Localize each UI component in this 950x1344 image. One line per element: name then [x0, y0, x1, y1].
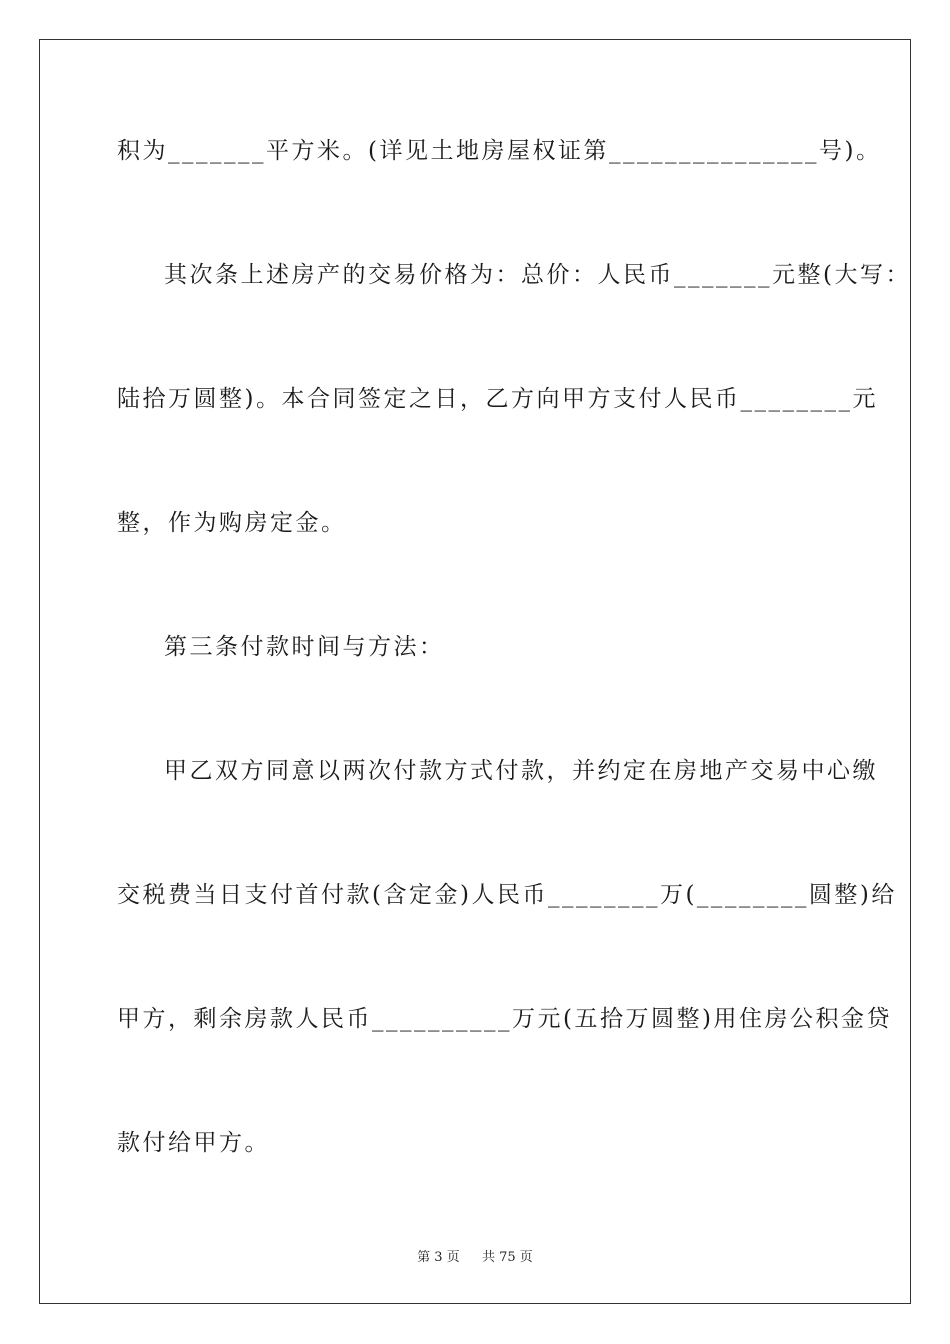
body-line-4: 整，作为购房定金。: [117, 510, 347, 536]
body-line-1: 积为_______平方米。(详见土地房屋权证第_______________号)。: [117, 138, 882, 164]
page-footer: [0, 1246, 950, 1265]
body-line-9: 款付给甲方。: [117, 1130, 270, 1156]
body-line-7: 交税费当日支付首付款(含定金)人民币________万(________圆整)给: [117, 882, 897, 908]
page-total: 共 75 页: [482, 1250, 533, 1265]
page-number: 第 3 页: [417, 1250, 460, 1265]
page-frame: [39, 39, 911, 1304]
body-line-5: 第三条付款时间与方法：: [164, 634, 445, 660]
body-line-3: 陆拾万圆整)。本合同签定之日，乙方向甲方支付人民币________元: [117, 386, 878, 412]
body-line-8: 甲方，剩余房款人民币__________万元(五拾万圆整)用住房公积金贷: [117, 1006, 892, 1032]
body-line-2: 其次条上述房产的交易价格为：总价：人民币_______元整(大写：: [164, 262, 911, 288]
body-line-6: 甲乙双方同意以两次付款方式付款，并约定在房地产交易中心缴: [164, 758, 878, 784]
